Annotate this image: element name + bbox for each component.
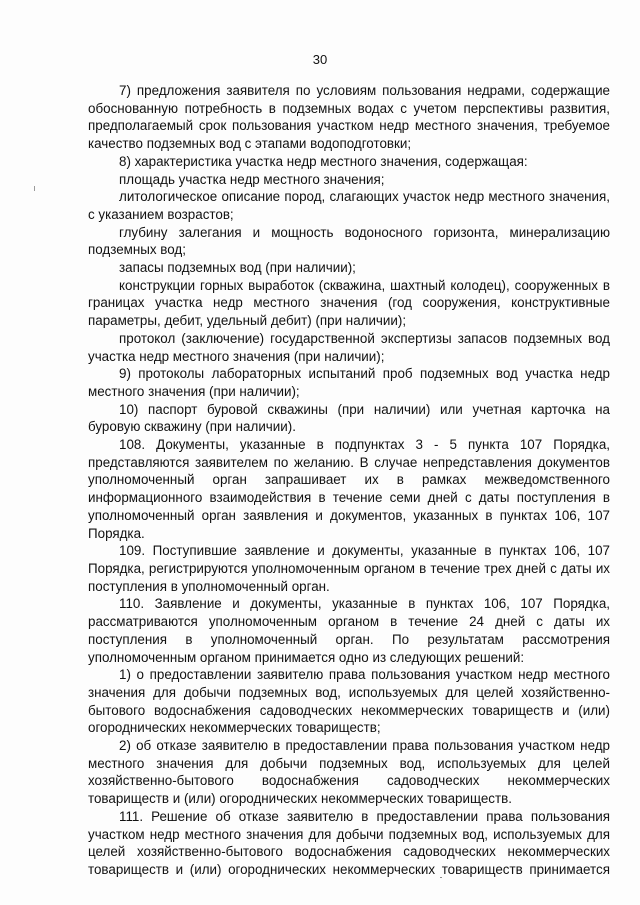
paragraph-aquifer-depth: глубину залегания и мощность водоносного горизонта, минерализацию подземных вод; bbox=[88, 224, 610, 258]
paragraph-item-8: 8) характеристика участка недр местного значения, содержащая: bbox=[119, 153, 528, 169]
paragraph-clause-109: 109. Поступившие заявление и документы, указанные в пунктах 106, 107 Порядка, регистрируются уполномоченным органом в течение трех дней с даты их поступления в уполномоченный орган. bbox=[88, 543, 610, 594]
paragraph-constructions: конструкции горных выработок (скважина, шахтный колодец), сооруженных в границах участка недр местного значения (год сооружения, конструктивные параметры, дебит, удельный дебит) (при наличии); bbox=[88, 277, 610, 329]
paragraph-lithology: литологическое описание пород, слагающих участок недр местного значения, с указанием возрастов; bbox=[88, 189, 610, 222]
paragraph-decision-1: 1) о предоставлении заявителю права пользования участком недр местного значения для добычи подземных вод, используемых для целей хозяйственно-бытового водоснабжения садоводческих некоммерческих товариществ и (или) огороднических некоммерческих товариществ; bbox=[88, 667, 610, 736]
margin-mark bbox=[34, 186, 35, 191]
paragraph-clause-111: 111. Решение об отказе заявителю в предоставлении права пользования участком недр местного значения для добычи подземных вод, используемых для целей хозяйственно-бытового водоснабжения садоводческих некоммерческих товариществ и (или) огороднических некоммерческих товариществ принимается bbox=[88, 808, 610, 877]
paragraph-clause-108: 108. Документы, указанные в подпунктах 3 - 5 пункта 107 Порядка, представляются заявителем по желанию. В случае непредставления документов уполномоченный орган запрашивает их в рамках межведомственного информационного взаимодействия в течение семи дней с даты поступления в уполномоченный орган заявления и документов, указанных в пунктах 106, 107 Порядка. bbox=[88, 437, 610, 541]
page-number: 30 bbox=[312, 52, 328, 67]
paragraph-item-10: 10) паспорт буровой скважины (при наличии) или учетная карточка на буровую скважину (при наличии). bbox=[88, 401, 610, 435]
paragraph-decision-2: 2) об отказе заявителю в предоставлении права пользования участком недр местного значения для добычи подземных вод, используемых для целей хозяйственно-бытового водоснабжения садоводческих некоммерческих товариществ и (или) огороднических некоммерческих товариществ. bbox=[88, 738, 610, 807]
paragraph-expertise-protocol: протокол (заключение) государственной экспертизы запасов подземных вод участка недр местного значения (при наличии); bbox=[88, 330, 610, 364]
paragraph-clause-110: 110. Заявление и документы, указанные в пунктах 106, 107 Порядка, рассматриваются уполномоченным органом в течение 24 дней с даты их поступления в уполномоченный орган. По результатам рассмотрения уполномоченным органом принимается одно из следующих решений: bbox=[88, 596, 610, 665]
paragraph-item-7: 7) предложения заявителя по условиям пользования недрами, содержащие обоснованную потребность в подземных водах с учетом перспективы развития, предполагаемый срок пользования участком недр местного значения, требуемое качество подземных вод с этапами водоподготовки; bbox=[88, 83, 610, 152]
paragraph-item-9: 9) протоколы лабораторных испытаний проб подземных вод участка недр местного значения (при наличии); bbox=[88, 366, 610, 399]
paragraph-area: площадь участка недр местного значения; bbox=[119, 171, 385, 187]
document-body bbox=[88, 82, 610, 879]
bottom-mark bbox=[440, 877, 442, 878]
paragraph-reserves: запасы подземных вод (при наличии); bbox=[119, 260, 356, 276]
